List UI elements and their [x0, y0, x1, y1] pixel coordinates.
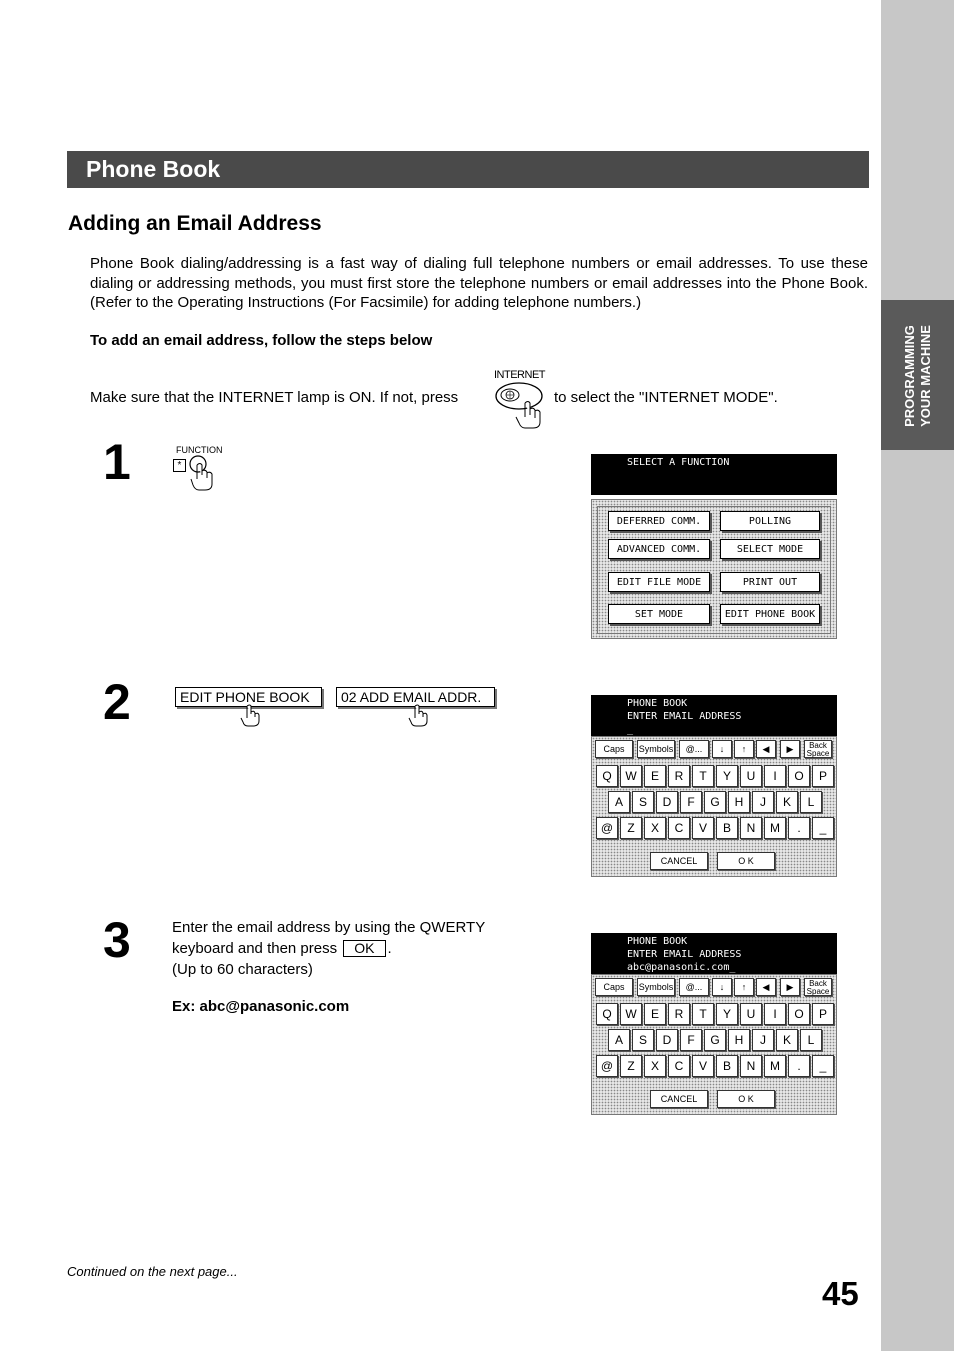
- ok-button[interactable]: O K: [717, 1090, 775, 1108]
- page-number: 45: [822, 1275, 859, 1312]
- key-r[interactable]: R: [668, 1003, 690, 1025]
- key-j[interactable]: J: [752, 791, 774, 813]
- step-3-lcd-line1: PHONE BOOK: [627, 936, 688, 947]
- key-b[interactable]: B: [716, 1055, 738, 1077]
- edit-phone-book-button[interactable]: EDIT PHONE BOOK: [720, 604, 820, 624]
- function-key-symbol: *: [173, 459, 186, 472]
- backspace-line1: Back: [809, 979, 827, 988]
- ok-key[interactable]: OK: [343, 940, 385, 957]
- arrow-right-icon[interactable]: ▶: [780, 978, 800, 996]
- arrow-left-icon[interactable]: ◀: [756, 978, 776, 996]
- key-c[interactable]: C: [668, 1055, 690, 1077]
- step-2-lcd-line3: _: [627, 724, 634, 735]
- section-tab-line1: PROGRAMMING: [902, 325, 917, 427]
- step-3-text-line1: Enter the email address by using the QWERTY: [172, 919, 486, 936]
- set-mode-button[interactable]: SET MODE: [608, 604, 710, 624]
- key-s[interactable]: S: [632, 1029, 654, 1051]
- press-hand-icon: [408, 704, 434, 733]
- arrow-up-icon[interactable]: ↑: [734, 740, 754, 758]
- example-address: Ex: abc@panasonic.com: [172, 998, 350, 1015]
- key-i[interactable]: I: [764, 1003, 786, 1025]
- key-k[interactable]: K: [776, 1029, 798, 1051]
- step-2-screen: [591, 695, 837, 877]
- edit-phone-book-key[interactable]: EDIT PHONE BOOK: [175, 687, 322, 707]
- key-z[interactable]: Z: [620, 817, 642, 839]
- key-j[interactable]: J: [752, 1029, 774, 1051]
- arrow-down-icon[interactable]: ↓: [712, 978, 732, 996]
- backspace-line2: Space: [806, 987, 830, 996]
- key-p[interactable]: P: [812, 765, 834, 787]
- step-2-lcd: [591, 695, 837, 736]
- caps-key[interactable]: Caps: [595, 740, 633, 758]
- key-i[interactable]: I: [764, 765, 786, 787]
- key-t[interactable]: T: [692, 1003, 714, 1025]
- step-3-text-after: .: [387, 940, 392, 957]
- qwerty-keyboard: [591, 974, 837, 1115]
- print-out-button[interactable]: PRINT OUT: [720, 572, 820, 592]
- key-g[interactable]: G: [704, 791, 726, 813]
- caps-key[interactable]: Caps: [595, 978, 633, 996]
- key-x[interactable]: X: [644, 817, 666, 839]
- key-p[interactable]: P: [812, 1003, 834, 1025]
- section-tab-label: [902, 291, 934, 461]
- continued-note: Continued on the next page...: [67, 1264, 238, 1279]
- arrow-right-icon[interactable]: ▶: [780, 740, 800, 758]
- arrow-down-icon[interactable]: ↓: [712, 740, 732, 758]
- step-3-text-line3: (Up to 60 characters): [172, 961, 313, 978]
- key-o[interactable]: O: [788, 765, 810, 787]
- key-period[interactable]: .: [788, 817, 810, 839]
- key-underscore[interactable]: _: [812, 1055, 834, 1077]
- at-more-key[interactable]: @...: [679, 978, 709, 996]
- key-x[interactable]: X: [644, 1055, 666, 1077]
- step-3-lcd-line2: ENTER EMAIL ADDRESS: [627, 949, 742, 960]
- key-q[interactable]: Q: [596, 765, 618, 787]
- step-3-screen: [591, 933, 837, 1115]
- steps-heading: To add an email address, follow the steps below: [90, 332, 433, 349]
- key-g[interactable]: G: [704, 1029, 726, 1051]
- arrow-up-icon[interactable]: ↑: [734, 978, 754, 996]
- key-m[interactable]: M: [764, 817, 786, 839]
- key-f[interactable]: F: [680, 791, 702, 813]
- step-3-text-before: keyboard and then press: [172, 940, 338, 957]
- key-v[interactable]: V: [692, 1055, 714, 1077]
- step-3-instructions: [172, 917, 485, 980]
- backspace-key[interactable]: [804, 978, 832, 996]
- edit-file-mode-button[interactable]: EDIT FILE MODE: [608, 572, 710, 592]
- step-1-screen: [591, 454, 837, 639]
- key-a[interactable]: A: [608, 791, 630, 813]
- key-h[interactable]: H: [728, 1029, 750, 1051]
- step-3-lcd: [591, 933, 837, 974]
- cancel-button[interactable]: CANCEL: [650, 852, 708, 870]
- internet-lamp-text-before: Make sure that the INTERNET lamp is ON. If not, press: [90, 389, 459, 406]
- step-3-lcd-line3: abc@panasonic.com_: [627, 962, 736, 973]
- key-e[interactable]: E: [644, 765, 666, 787]
- function-key[interactable]: [188, 454, 220, 501]
- step-2-number: 2: [103, 674, 131, 730]
- key-k[interactable]: K: [776, 791, 798, 813]
- key-v[interactable]: V: [692, 817, 714, 839]
- key-n[interactable]: N: [740, 1055, 762, 1077]
- arrow-left-icon[interactable]: ◀: [756, 740, 776, 758]
- press-hand-icon: [240, 704, 266, 733]
- step-2-lcd-line1: PHONE BOOK: [627, 698, 688, 709]
- qwerty-keyboard: [591, 736, 837, 877]
- key-d[interactable]: D: [656, 791, 678, 813]
- internet-key: [495, 381, 549, 436]
- key-u[interactable]: U: [740, 1003, 762, 1025]
- backspace-line2: Space: [806, 749, 830, 758]
- step-1-lcd-line1: SELECT A FUNCTION: [627, 457, 730, 468]
- key-q[interactable]: Q: [596, 1003, 618, 1025]
- key-w[interactable]: W: [620, 765, 642, 787]
- function-menu: [591, 499, 837, 639]
- key-at[interactable]: @: [596, 1055, 618, 1077]
- key-h[interactable]: H: [728, 791, 750, 813]
- backspace-line1: Back: [809, 741, 827, 750]
- add-email-addr-key[interactable]: 02 ADD EMAIL ADDR.: [336, 687, 495, 707]
- key-n[interactable]: N: [740, 817, 762, 839]
- key-y[interactable]: Y: [716, 765, 738, 787]
- key-l[interactable]: L: [800, 791, 822, 813]
- deferred-comm-button[interactable]: DEFERRED COMM.: [608, 511, 710, 531]
- symbols-key[interactable]: Symbols: [637, 740, 675, 758]
- key-u[interactable]: U: [740, 765, 762, 787]
- page-sidebar: [881, 0, 954, 1351]
- key-y[interactable]: Y: [716, 1003, 738, 1025]
- at-more-key[interactable]: @...: [679, 740, 709, 758]
- key-a[interactable]: A: [608, 1029, 630, 1051]
- step-1-lcd: [591, 454, 837, 495]
- symbols-key[interactable]: Symbols: [637, 978, 675, 996]
- section-tab: [881, 300, 954, 450]
- key-w[interactable]: W: [620, 1003, 642, 1025]
- key-o[interactable]: O: [788, 1003, 810, 1025]
- key-b[interactable]: B: [716, 817, 738, 839]
- section-title-bar: [67, 151, 869, 188]
- advanced-comm-button[interactable]: ADVANCED COMM.: [608, 539, 710, 559]
- key-l[interactable]: L: [800, 1029, 822, 1051]
- internet-key-label: INTERNET: [494, 369, 545, 381]
- intro-paragraph: Phone Book dialing/addressing is a fast way of dialing full telephone numbers or email addresses. To use these dialing or addressing methods, you must first store the telephone numbers or email addresses into the Phone Book. (Refer to the Operating Instructions (For Facsimile) for adding telephone numbers.): [90, 255, 868, 311]
- key-t[interactable]: T: [692, 765, 714, 787]
- step-3-text-line2: [172, 938, 485, 959]
- backspace-key[interactable]: [804, 740, 832, 758]
- section-tab-line2: YOUR MACHINE: [918, 325, 933, 427]
- select-mode-button[interactable]: SELECT MODE: [720, 539, 820, 559]
- polling-button[interactable]: POLLING: [720, 511, 820, 531]
- cancel-button[interactable]: CANCEL: [650, 1090, 708, 1108]
- step-1-number: 1: [103, 434, 131, 490]
- key-underscore[interactable]: _: [812, 817, 834, 839]
- step-2-lcd-line2: ENTER EMAIL ADDRESS: [627, 711, 742, 722]
- key-period[interactable]: .: [788, 1055, 810, 1077]
- key-f[interactable]: F: [680, 1029, 702, 1051]
- step-3-number: 3: [103, 912, 131, 968]
- key-r[interactable]: R: [668, 765, 690, 787]
- key-e[interactable]: E: [644, 1003, 666, 1025]
- page-subtitle: Adding an Email Address: [68, 212, 322, 235]
- key-m[interactable]: M: [764, 1055, 786, 1077]
- key-c[interactable]: C: [668, 817, 690, 839]
- key-at[interactable]: @: [596, 817, 618, 839]
- function-key-label: FUNCTION: [176, 445, 223, 455]
- key-s[interactable]: S: [632, 791, 654, 813]
- ok-button[interactable]: O K: [717, 852, 775, 870]
- key-d[interactable]: D: [656, 1029, 678, 1051]
- internet-lamp-text-after: to select the "INTERNET MODE".: [554, 389, 778, 406]
- section-title: Phone Book: [86, 156, 221, 182]
- key-z[interactable]: Z: [620, 1055, 642, 1077]
